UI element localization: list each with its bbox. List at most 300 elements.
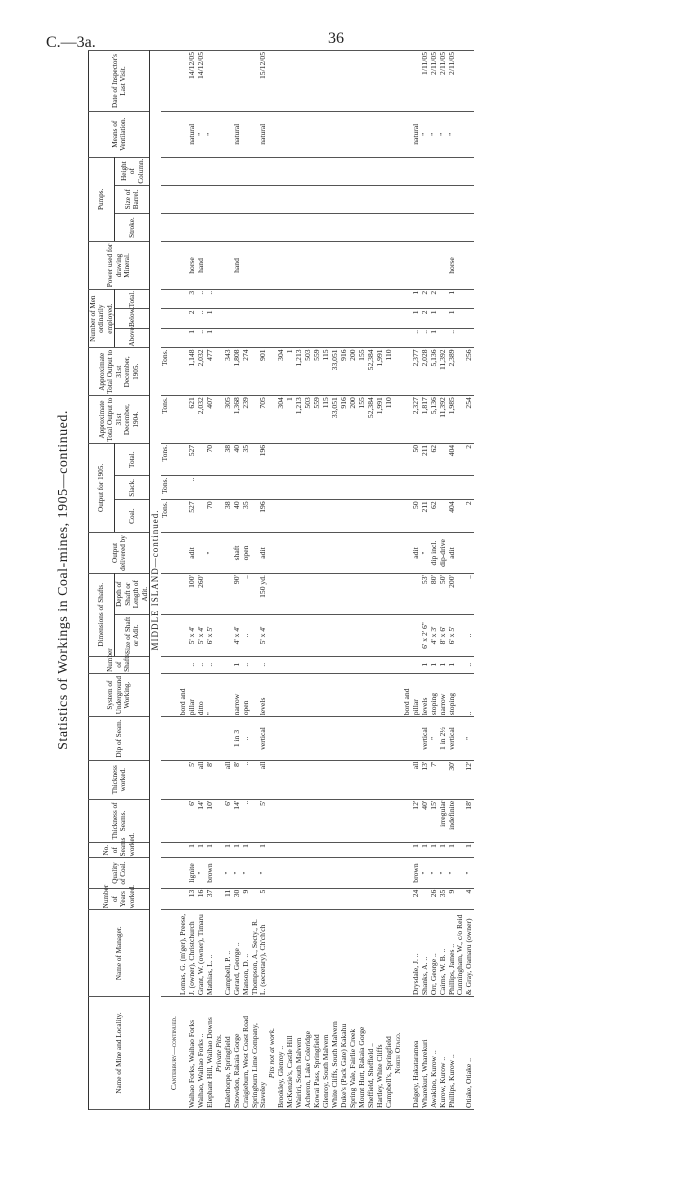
cell-mtotal <box>242 289 251 309</box>
empty-cell <box>394 858 403 888</box>
cell-system: narrow <box>233 673 242 716</box>
table-row <box>322 51 331 1110</box>
cell-stroke <box>242 213 251 241</box>
cell-below <box>277 309 286 329</box>
cell-slack <box>304 476 313 500</box>
cell-below <box>313 309 322 329</box>
cell-a1904: 2,327 <box>403 396 421 444</box>
cell-mine: McKenzie's, Castle Hill <box>286 997 295 1110</box>
cell-barrel <box>331 185 340 213</box>
cell-barrel <box>358 185 367 213</box>
cell-thick: indefinite <box>448 799 457 842</box>
empty-cell <box>394 799 403 842</box>
district-name: Canterbury—continued. <box>170 997 179 1110</box>
col-quality: Quality of Coal. <box>89 858 150 888</box>
cell-total: 2 <box>456 443 474 476</box>
cell-total <box>358 443 367 476</box>
cell-depth: .. <box>456 574 474 615</box>
cell-column <box>251 157 269 185</box>
cell-mtotal <box>313 289 322 309</box>
cell-dip: 1 in 3 <box>233 717 242 760</box>
cell-depth <box>385 574 394 615</box>
cell-worked: .. <box>242 760 251 799</box>
cell-barrel <box>277 185 286 213</box>
cell-barrel <box>439 185 448 213</box>
cell-delivered: " <box>206 532 215 573</box>
cell-manager <box>358 910 367 997</box>
cell-total: 38 <box>224 443 233 476</box>
table-row <box>286 51 295 1110</box>
cell-below: 1 <box>403 309 421 329</box>
empty-cell <box>170 760 179 799</box>
cell-coal <box>331 500 340 533</box>
cell-a1904: 33,051 <box>331 396 340 444</box>
cell-mine: Dalethorpe, Springfield <box>224 997 233 1110</box>
cell-above <box>331 328 340 348</box>
cell-quality: " <box>251 858 269 888</box>
cell-above <box>358 328 367 348</box>
cell-column <box>331 157 340 185</box>
cell-a1905: 1 <box>286 348 295 396</box>
cell-a1904: 1,991 <box>376 396 385 444</box>
cell-size <box>358 615 367 656</box>
cell-stroke <box>304 213 313 241</box>
cell-column <box>376 157 385 185</box>
col-out-slack: Slack. <box>115 476 150 500</box>
cell-below <box>331 309 340 329</box>
cell-a1904: 1,817 <box>421 396 430 444</box>
col-power: Power used for drawing Mineral. <box>89 242 150 290</box>
cell-above <box>456 328 474 348</box>
cell-size <box>340 615 349 656</box>
cell-slack <box>385 476 394 500</box>
cell-barrel <box>421 185 430 213</box>
cell-seams: 1 <box>421 843 430 858</box>
cell-shafts <box>376 656 385 673</box>
empty-cell <box>215 615 224 656</box>
cell-dip: " <box>456 717 474 760</box>
cell-coal <box>286 500 295 533</box>
cell-depth <box>331 574 340 615</box>
cell-manager: Gerard, George .. <box>233 910 242 997</box>
empty-cell <box>170 500 179 533</box>
cell-above: 1 <box>430 328 439 348</box>
cell-above: 1 <box>206 328 215 348</box>
cell-a1905: 2,032 <box>197 348 206 396</box>
cell-a1905: 52,384 <box>367 348 376 396</box>
cell-column <box>385 157 394 185</box>
cell-years <box>349 888 358 910</box>
cell-stroke <box>286 213 295 241</box>
empty-cell <box>394 242 403 290</box>
cell-stroke <box>277 213 286 241</box>
cell-slack <box>251 476 269 500</box>
cell-seams <box>340 843 349 858</box>
cell-visit <box>242 51 251 112</box>
cell-quality: " <box>439 858 448 888</box>
cell-total <box>322 443 331 476</box>
cell-vent: " <box>439 111 448 157</box>
cell-thick: 40' <box>421 799 430 842</box>
cell-stroke <box>358 213 367 241</box>
cell-shafts: 1 <box>233 656 242 673</box>
cell-size <box>313 615 322 656</box>
unit-slack: Tons. <box>161 476 170 500</box>
cell-years: 26 <box>430 888 439 910</box>
cell-manager: Thompson, A., Secty., R. L. (secretary), Ch'ch'ch <box>251 910 269 997</box>
empty-cell <box>268 656 277 673</box>
cell-worked <box>322 760 331 799</box>
cell-slack <box>430 476 439 500</box>
cell-above: .. <box>421 328 430 348</box>
cell-mtotal <box>456 289 474 309</box>
cell-years: 4 <box>456 888 474 910</box>
cell-worked: 8' <box>206 760 215 799</box>
cell-below <box>456 309 474 329</box>
cell-dip: 1 in 2½ <box>439 717 448 760</box>
cell-visit <box>376 51 385 112</box>
cell-mtotal <box>233 289 242 309</box>
cell-power <box>331 242 340 290</box>
cell-dip: vertical <box>421 717 430 760</box>
cell-dip <box>295 717 304 760</box>
cell-slack <box>313 476 322 500</box>
cell-manager: Campbell, P. .. <box>224 910 233 997</box>
cell-size <box>322 615 331 656</box>
cell-total <box>340 443 349 476</box>
cell-system: .. <box>456 673 474 716</box>
cell-coal: 211 <box>421 500 430 533</box>
cell-delivered: adit <box>179 532 197 573</box>
col-pump-column: Height of Column. <box>115 157 150 185</box>
cell-slack <box>331 476 340 500</box>
cell-power <box>251 242 269 290</box>
cell-vent <box>242 111 251 157</box>
cell-a1904: 200 <box>349 396 358 444</box>
cell-a1905: 33,051 <box>331 348 340 396</box>
cell-vent <box>376 111 385 157</box>
cell-coal: 2 <box>456 500 474 533</box>
cell-below <box>340 309 349 329</box>
cell-visit <box>403 51 421 112</box>
cell-stroke <box>224 213 233 241</box>
cell-dip <box>286 717 295 760</box>
cell-system <box>313 673 322 716</box>
cell-manager: Shanks, A. .. <box>421 910 430 997</box>
cell-total: 70 <box>206 443 215 476</box>
cell-quality: " <box>233 858 242 888</box>
cell-stroke <box>233 213 242 241</box>
cell-mtotal <box>385 289 394 309</box>
cell-mine: Glenroy, South Malvern <box>322 997 331 1110</box>
cell-delivered <box>313 532 322 573</box>
cell-mine: Dalgety, Hakataramea <box>403 997 421 1110</box>
cell-size: 6' x 2' 6" <box>421 615 430 656</box>
cell-coal <box>340 500 349 533</box>
cell-column <box>448 157 457 185</box>
cell-mine: Kurow, Kurow .. <box>439 997 448 1110</box>
cell-mtotal <box>295 289 304 309</box>
cell-stroke <box>251 213 269 241</box>
cell-below <box>286 309 295 329</box>
cell-barrel <box>179 185 197 213</box>
cell-mtotal <box>349 289 358 309</box>
cell-above <box>251 328 269 348</box>
cell-shafts: .. <box>206 656 215 673</box>
cell-depth <box>277 574 286 615</box>
cell-worked: 12' <box>456 760 474 799</box>
cell-quality <box>331 858 340 888</box>
cell-stroke <box>430 213 439 241</box>
cell-shafts <box>331 656 340 673</box>
cell-visit: 2/11/05 <box>430 51 439 112</box>
cell-vent <box>349 111 358 157</box>
cell-slack <box>403 476 421 500</box>
cell-visit <box>286 51 295 112</box>
cell-mine: Wharekuri, Wharekuri <box>421 997 430 1110</box>
cell-seams: 1 <box>233 843 242 858</box>
empty-cell <box>268 443 277 476</box>
empty-cell <box>268 185 277 213</box>
cell-delivered: " <box>421 532 430 573</box>
cell-dip <box>403 717 421 760</box>
cell-seams: 1 <box>456 843 474 858</box>
cell-system <box>349 673 358 716</box>
cell-coal <box>376 500 385 533</box>
cell-vent <box>456 111 474 157</box>
cell-coal <box>295 500 304 533</box>
empty-cell <box>170 328 179 348</box>
cell-size: 4' x 3' <box>430 615 439 656</box>
cell-power <box>367 242 376 290</box>
cell-seams <box>331 843 340 858</box>
cell-vent <box>367 111 376 157</box>
cell-size: 6' x 5' <box>448 615 457 656</box>
cell-shafts <box>403 656 421 673</box>
col-delivered: Output delivered by <box>89 532 150 573</box>
cell-above <box>349 328 358 348</box>
cell-thick <box>286 799 295 842</box>
cell-vent <box>331 111 340 157</box>
cell-thick: 12' <box>403 799 421 842</box>
cell-seams <box>349 843 358 858</box>
cell-worked: all <box>251 760 269 799</box>
cell-mtotal <box>251 289 269 309</box>
cell-a1905: 503 <box>304 348 313 396</box>
cell-manager: Cairns, W. B. .. <box>439 910 448 997</box>
cell-visit: 2/11/05 <box>448 51 457 112</box>
cell-coal <box>313 500 322 533</box>
cell-years <box>322 888 331 910</box>
cell-quality <box>376 858 385 888</box>
cell-above <box>295 328 304 348</box>
cell-visit: 1/11/05 <box>421 51 430 112</box>
col-seams-worked: No. of Seams worked. <box>89 843 150 858</box>
section-row <box>150 51 161 1110</box>
cell-a1905: 559 <box>313 348 322 396</box>
cell-a1905: 155 <box>358 348 367 396</box>
cell-vent <box>286 111 295 157</box>
cell-mine: Acheron, Lake Coleridge <box>304 997 313 1110</box>
cell-depth <box>340 574 349 615</box>
cell-barrel <box>430 185 439 213</box>
cell-barrel <box>251 185 269 213</box>
cell-a1905: 1,213 <box>295 348 304 396</box>
cell-dip <box>313 717 322 760</box>
cell-depth <box>313 574 322 615</box>
cell-system: bord and pillar <box>403 673 421 716</box>
cell-visit <box>277 51 286 112</box>
cell-power <box>403 242 421 290</box>
empty-cell <box>170 111 179 157</box>
empty-cell <box>394 396 403 444</box>
cell-a1904: 621 <box>179 396 197 444</box>
empty-cell <box>394 574 403 615</box>
cell-thick <box>313 799 322 842</box>
cell-quality <box>295 858 304 888</box>
cell-vent <box>304 111 313 157</box>
table-row <box>456 51 474 1110</box>
district-name: North Otago. <box>394 997 403 1110</box>
cell-slack <box>340 476 349 500</box>
cell-system <box>331 673 340 716</box>
cell-manager <box>331 910 340 997</box>
cell-quality <box>367 858 376 888</box>
cell-manager <box>286 910 295 997</box>
cell-visit <box>304 51 313 112</box>
cell-column <box>197 157 206 185</box>
cell-years: 5 <box>251 888 269 910</box>
cell-vent <box>295 111 304 157</box>
cell-shafts <box>358 656 367 673</box>
cell-quality: " <box>224 858 233 888</box>
unit-1904: Tons. <box>161 396 170 444</box>
page-number: 36 <box>328 30 344 47</box>
cell-barrel <box>385 185 394 213</box>
cell-system: " <box>206 673 215 716</box>
cell-system: levels <box>251 673 269 716</box>
cell-quality <box>385 858 394 888</box>
cell-mine: Awakino, Kurow .. <box>430 997 439 1110</box>
cell-slack <box>439 476 448 500</box>
cell-mtotal <box>286 289 295 309</box>
cell-delivered <box>304 532 313 573</box>
cell-size: 4' x 4' <box>233 615 242 656</box>
cell-dip <box>349 717 358 760</box>
cell-total <box>331 443 340 476</box>
cell-barrel <box>313 185 322 213</box>
cell-shafts: 1 <box>448 656 457 673</box>
cell-depth <box>322 574 331 615</box>
cell-total <box>286 443 295 476</box>
table-row <box>251 51 269 1110</box>
cell-total: 62 <box>430 443 439 476</box>
cell-a1904: 5,136 <box>430 396 439 444</box>
empty-cell <box>170 858 179 888</box>
cell-total: 404 <box>448 443 457 476</box>
cell-dip: " <box>430 717 439 760</box>
cell-mine: Otiake, Otiake .. <box>456 997 474 1110</box>
cell-vent <box>313 111 322 157</box>
document-title: Statistics of Workings in Coal-mines, 1905—continued. <box>56 410 71 750</box>
cell-a1905: 274 <box>242 348 251 396</box>
table-row <box>331 51 340 1110</box>
cell-delivered: dip-drive <box>439 532 448 573</box>
cell-below <box>251 309 269 329</box>
cell-vent: " <box>448 111 457 157</box>
cell-size <box>277 615 286 656</box>
cell-visit <box>331 51 340 112</box>
cell-coal: 196 <box>251 500 269 533</box>
cell-shafts: .. <box>179 656 197 673</box>
col-seam-thickness: Thickness of Seams. <box>89 799 150 842</box>
cell-visit: 15/12/05 <box>251 51 269 112</box>
cell-dip <box>331 717 340 760</box>
cell-power <box>242 242 251 290</box>
cell-total <box>295 443 304 476</box>
cell-barrel <box>340 185 349 213</box>
cell-thick: .. <box>242 799 251 842</box>
cell-delivered <box>295 532 304 573</box>
cell-system: stoping <box>430 673 439 716</box>
cell-worked <box>304 760 313 799</box>
cell-seams: 1 <box>439 843 448 858</box>
cell-below <box>224 309 233 329</box>
cell-dip <box>304 717 313 760</box>
cell-barrel <box>242 185 251 213</box>
cell-delivered <box>385 532 394 573</box>
table-row <box>233 51 242 1110</box>
cell-barrel <box>367 185 376 213</box>
cell-worked <box>277 760 286 799</box>
cell-mine: Mount Hutt, Rakaia Gorge <box>358 997 367 1110</box>
cell-below: 1 <box>430 309 439 329</box>
cell-column <box>304 157 313 185</box>
cell-quality: " <box>197 858 206 888</box>
empty-cell <box>394 51 403 112</box>
cell-delivered <box>322 532 331 573</box>
empty-cell <box>215 532 224 573</box>
cell-stroke <box>322 213 331 241</box>
cell-coal: 35 <box>242 500 251 533</box>
cell-a1905: 2,377 <box>403 348 421 396</box>
cell-column <box>358 157 367 185</box>
cell-power <box>456 242 474 290</box>
cell-delivered <box>367 532 376 573</box>
cell-above <box>233 328 242 348</box>
empty-cell <box>268 476 277 500</box>
cell-vent <box>385 111 394 157</box>
cell-system: open <box>242 673 251 716</box>
cell-delivered: adit <box>251 532 269 573</box>
col-ventilation: Means of Ventilation. <box>89 111 150 157</box>
cell-column <box>233 157 242 185</box>
cell-visit <box>206 51 215 112</box>
empty-cell <box>268 242 277 290</box>
cell-stroke <box>456 213 474 241</box>
cell-stroke <box>206 213 215 241</box>
cell-power <box>376 242 385 290</box>
cell-above <box>376 328 385 348</box>
cell-visit <box>340 51 349 112</box>
empty-cell <box>394 213 403 241</box>
cell-column <box>242 157 251 185</box>
cell-manager <box>367 910 376 997</box>
cell-slack <box>448 476 457 500</box>
cell-thick: irregular <box>439 799 448 842</box>
cell-worked: 13' <box>421 760 430 799</box>
cell-dip <box>358 717 367 760</box>
